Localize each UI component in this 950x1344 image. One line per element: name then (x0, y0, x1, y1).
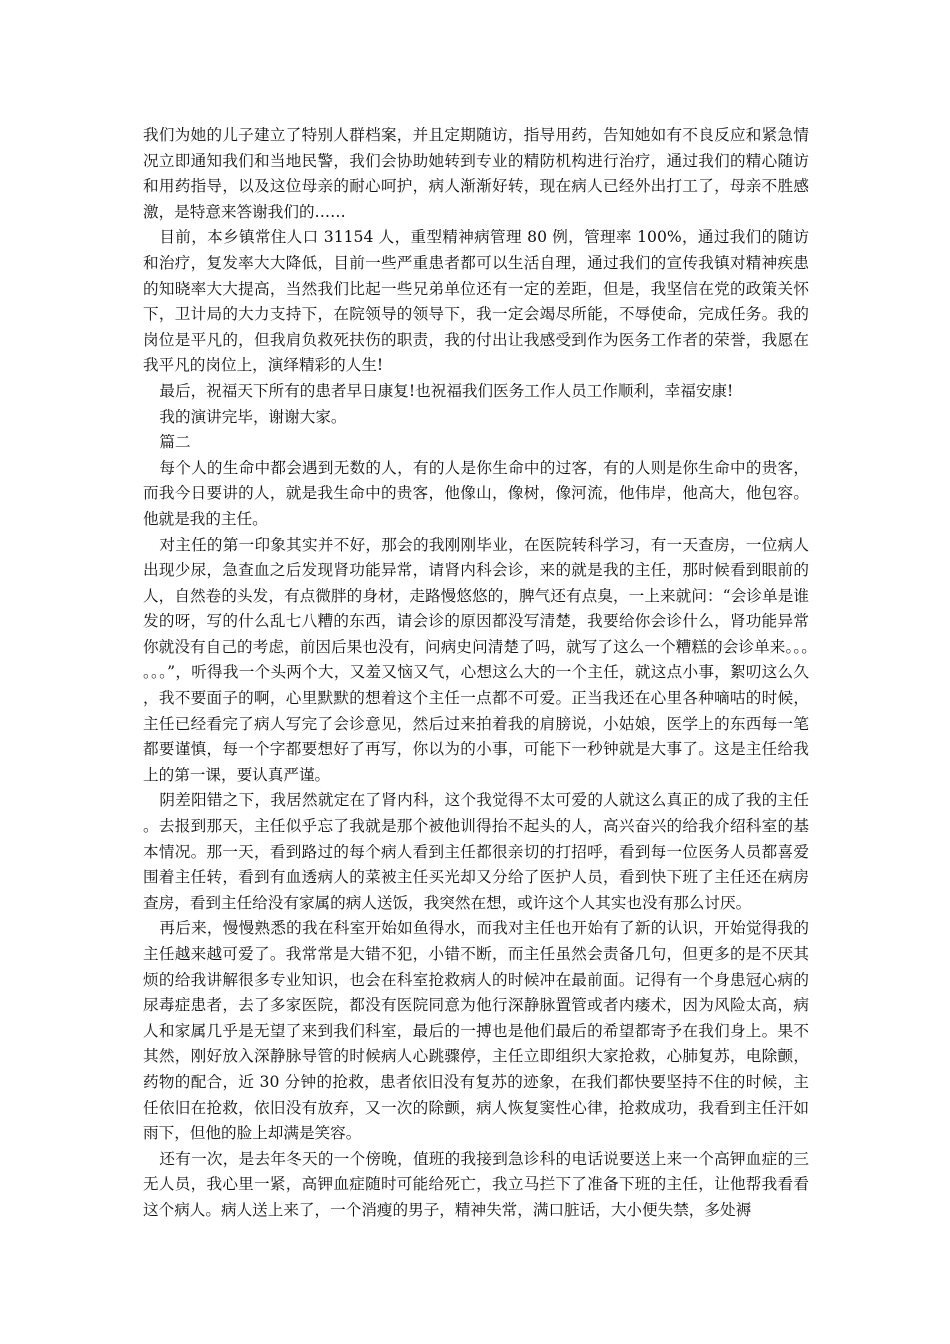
paragraph-closing: 我的演讲完毕，谢谢大家。 (159, 407, 347, 426)
paragraph-blessing: 最后，祝福天下所有的患者早日康复!也祝福我们医务工作人员工作顺利，幸福安康! (159, 381, 734, 400)
paragraph-rescue: 再后来，慢慢熟悉的我在科室开始如鱼得水，而我对主任也开始有了新的认识，开始觉得我的主任越来越可爱了。我常常是大错不犯，小错不断，而主任虽然会责备几句，但更多的是不厌其烦的给我讲解很多专业知识，也会在科室抢救病人的时候冲在最前面。记得有一个身患冠心病的尿毒症患者，去了多家医院，都没有医院同意为他行深静脉置管或者内瘘术，因为风险太高，病人和家属几乎是无望了来到我们科室，最后的一搏也是他们最后的希望都寄予在我们身上。果不其然，刚好放入深静脉导管的时候病人心跳骤停，主任立即组织大家抢救，心肺复苏，电除颤，药物的配合，近 30 分钟的抢救，患者依旧没有复苏的迹象，在我们都快要坚持不住的时候，主任依旧在抢救，依旧没有放弃，又一次的除颤，病人恢复窦性心律，抢救成功，我看到主任汗如雨下，但他的脸上却满是笑容。 (143, 919, 809, 1143)
paragraph-first-impression: 对主任的第一印象其实并不好，那会的我刚刚毕业，在医院转科学习，有一天查房，一位病人出现少尿，急查血之后发现肾功能异常，请肾内科会诊，来的就是我的主任，那时候看到眼前的人，自然卷的头发，有点微胖的身材，走路慢悠悠的，脾气还有点臭，一上来就问：“会诊单是谁发的呀，写的什么乱七八糟的东西，请会诊的原因都没写清楚，我要给你会诊什么，肾功能异常你就没有自己的考虑，前因后果也没有，问病史问清楚了吗，就写了这么一个糟糕的会诊单来。。。。。。”，听得我一个头两个大，又羞又恼又气，心想这么大的一个主任，就这点小事，絮叨这么久，我不要面子的啊，心里默默的想着这个主任一点都不可爱。正当我还在心里各种嘀咕的时候，主任已经看完了病人写完了会诊意见，然后过来拍着我的肩膀说，小姑娘，医学上的东西每一笔都要谨慎，每一个字都要想好了再写，你以为的小事，可能下一秒钟就是大事了。这是主任给我上的第一课，要认真严谨。 (143, 535, 809, 784)
paragraph-continuation: 我们为她的儿子建立了特别人群档案，并且定期随访，指导用药，告知她如有不良反应和紧急情况立即通知我们和当地民警，我们会协助她转到专业的精防机构进行治疗，通过我们的精心随访和用药指导，以及这位母亲的耐心呵护，病人渐渐好转，现在病人已经外出打工了，母亲不胜感激，是特意来答谢我们的…… (143, 126, 809, 221)
paragraph-intro: 每个人的生命中都会遇到无数的人，有的人是你生命中的过客，有的人则是你生命中的贵客，而我今日要讲的人，就是我生命中的贵客，他像山，像树，像河流，他伟岸，他高大，他包容。他就是我的主任。 (143, 458, 809, 528)
paragraph-winter: 还有一次，是去年冬天的一个傍晚，值班的我接到急诊科的电话说要送上来一个高钾血症的三无人员，我心里一紧，高钾血症随时可能给死亡，我立马拦下了准备下班的主任，让他帮我看看这个病人。病人送上来了，一个消瘦的男子，精神失常，满口脏话，大小便失禁，多处褥 (143, 1149, 809, 1219)
section-heading: 篇二 (159, 433, 191, 452)
document-body (143, 123, 809, 1224)
paragraph-statistics: 目前，本乡镇常住人口 31154 人，重型精神病管理 80 例，管理率 100%，通过我们的随访和治疗，复发率大大降低，目前一些严重患者都可以生活自理，通过我们的宣传我镇对精神疾患的知晓率大大提高，当然我们比起一些兄弟单位还有一定的差距，但是，我坚信在党的政策关怀下，卫计局的大力支持下，在院领导的领导下，我一定会竭尽所能，不辱使命，完成任务。我的岗位是平凡的，但我肩负救死扶伤的职责，我的付出让我感受到作为医务工作者的荣誉，我愿在我平凡的岗位上，演绎精彩的人生! (143, 228, 809, 375)
paragraph-nephrology: 阴差阳错之下，我居然就定在了肾内科，这个我觉得不太可爱的人就这么真正的成了我的主任。去报到那天，主任似乎忘了我就是那个被他训得抬不起头的人，高兴奋兴的给我介绍科室的基本情况。那一天，看到路过的每个病人看到主任都很亲切的打招呼，看到每一位医务人员都喜爱围着主任转，看到有血透病人的菜被主任买光却又分给了医护人员，看到快下班了主任还在病房查房，看到主任给没有家属的病人送饭，我突然在想，或许这个人其实也没有那么讨厌。 (143, 791, 809, 912)
